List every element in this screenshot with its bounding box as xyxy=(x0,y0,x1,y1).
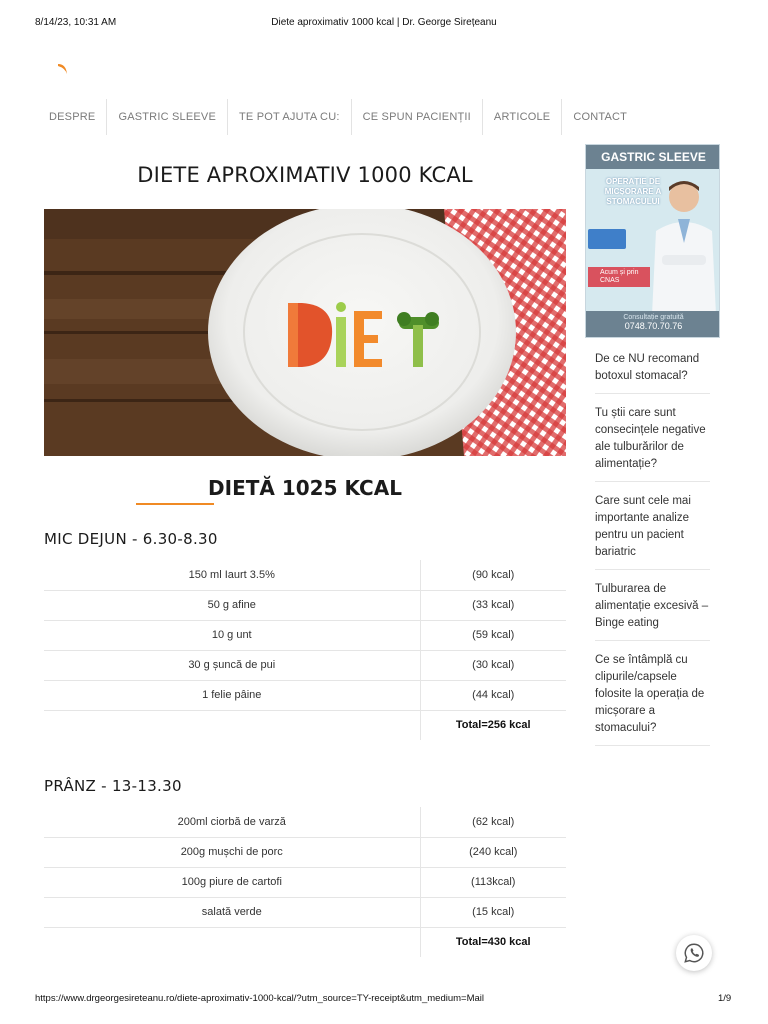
print-url: https://www.drgeorgesireteanu.ro/diete-aproximativ-1000-kcal/?utm_source=TY-receipt&utm_medium=Mail xyxy=(35,993,484,1004)
main-nav xyxy=(38,99,638,135)
print-page-title: Diete aproximativ 1000 kcal | Dr. George Sirețeanu xyxy=(271,17,497,28)
whatsapp-icon xyxy=(683,942,705,964)
doctor-photo xyxy=(648,173,720,315)
table-row xyxy=(44,837,566,867)
ad-cta xyxy=(586,311,720,337)
sidebar-post-link[interactable]: Tu știi care sunt consecințele negative ale tulburărilor de alimentație? xyxy=(595,403,710,482)
page-title: DIETE APROXIMATIV 1000 KCAL xyxy=(137,163,473,187)
meal-title-breakfast: MIC DEJUN - 6.30-8.30 xyxy=(44,530,218,548)
table-row xyxy=(44,650,566,680)
hero-image xyxy=(44,209,566,456)
meal-kcal: (62 kcal) xyxy=(420,807,566,837)
table-row-total xyxy=(44,710,566,740)
meal-kcal: (44 kcal) xyxy=(420,680,566,710)
print-datetime: 8/14/23, 10:31 AM xyxy=(35,17,117,28)
nav-item-articole[interactable]: ARTICOLE xyxy=(483,99,562,135)
table-row xyxy=(44,590,566,620)
meal-kcal: (15 kcal) xyxy=(420,897,566,927)
ad-subtitle: OPERAȚIE DE MICȘORARE A STOMACULUI xyxy=(604,177,662,206)
table-row xyxy=(44,807,566,837)
clinic-logo-icon xyxy=(588,229,626,249)
meal-kcal: (240 kcal) xyxy=(420,837,566,867)
meal-item: 150 ml Iaurt 3.5% xyxy=(44,560,420,590)
meal-item: 200ml ciorbă de varză xyxy=(44,807,420,837)
section-underline xyxy=(136,503,214,505)
meal-item: 50 g afine xyxy=(44,590,420,620)
gastric-sleeve-ad-banner[interactable] xyxy=(585,144,720,338)
section-title: DIETĂ 1025 KCAL xyxy=(208,476,402,500)
meal-table-breakfast xyxy=(44,560,566,740)
sidebar-post-link[interactable]: De ce NU recomand botoxul stomacal? xyxy=(595,349,710,394)
sidebar-post-link[interactable]: Tulburarea de alimentație excesivă – Binge eating xyxy=(595,579,710,641)
meal-item: 200g mușchi de porc xyxy=(44,837,420,867)
table-row-total xyxy=(44,927,566,957)
meal-item: 1 felie pâine xyxy=(44,680,420,710)
whatsapp-button[interactable] xyxy=(676,935,712,971)
nav-item-ce-spun-pacientii[interactable]: CE SPUN PACIENȚII xyxy=(352,99,483,135)
meal-kcal: (113kcal) xyxy=(420,867,566,897)
ad-header: GASTRIC SLEEVE xyxy=(586,145,720,169)
meal-total: Total=256 kcal xyxy=(455,719,531,732)
table-row xyxy=(44,897,566,927)
meal-item: 10 g unt xyxy=(44,620,420,650)
nav-item-despre[interactable]: DESPRE xyxy=(38,99,107,135)
meal-kcal: (30 kcal) xyxy=(420,650,566,680)
meal-kcal: (59 kcal) xyxy=(420,620,566,650)
site-logo-icon[interactable] xyxy=(57,60,69,72)
meal-item: 100g piure de cartofi xyxy=(44,867,420,897)
meal-kcal: (33 kcal) xyxy=(420,590,566,620)
print-page-number: 1/9 xyxy=(718,993,732,1004)
table-row xyxy=(44,680,566,710)
table-row xyxy=(44,560,566,590)
meal-item-empty xyxy=(44,710,420,740)
sidebar-post-link[interactable]: Care sunt cele mai importante analize pentru un pacient bariatric xyxy=(595,491,710,570)
meal-total: Total=430 kcal xyxy=(455,936,531,949)
nav-item-contact[interactable]: CONTACT xyxy=(573,111,628,123)
nav-item-gastric-sleeve[interactable]: GASTRIC SLEEVE xyxy=(107,99,228,135)
meal-title-lunch: PRÂNZ - 13-13.30 xyxy=(44,777,182,795)
table-row xyxy=(44,620,566,650)
meal-item-empty xyxy=(44,927,420,957)
sidebar-post-link[interactable]: Ce se întâmplă cu clipurile/capsele folosite la operația de micșorare a stomacului? xyxy=(595,650,710,746)
ad-cta-label: Consultație gratuită xyxy=(623,314,684,321)
recent-posts xyxy=(595,349,710,755)
nav-item-te-pot-ajuta[interactable]: TE POT AJUTA CU: xyxy=(228,99,352,135)
table-row xyxy=(44,867,566,897)
print-header xyxy=(0,0,768,40)
meal-kcal: (90 kcal) xyxy=(420,560,566,590)
meal-item: 30 g șuncă de pui xyxy=(44,650,420,680)
meal-item: salată verde xyxy=(44,897,420,927)
ad-cta-phone: 0748.70.70.76 xyxy=(624,321,683,331)
meal-table-lunch xyxy=(44,807,566,957)
ad-cnas-badge: Acum și prin CNAS xyxy=(588,267,650,287)
